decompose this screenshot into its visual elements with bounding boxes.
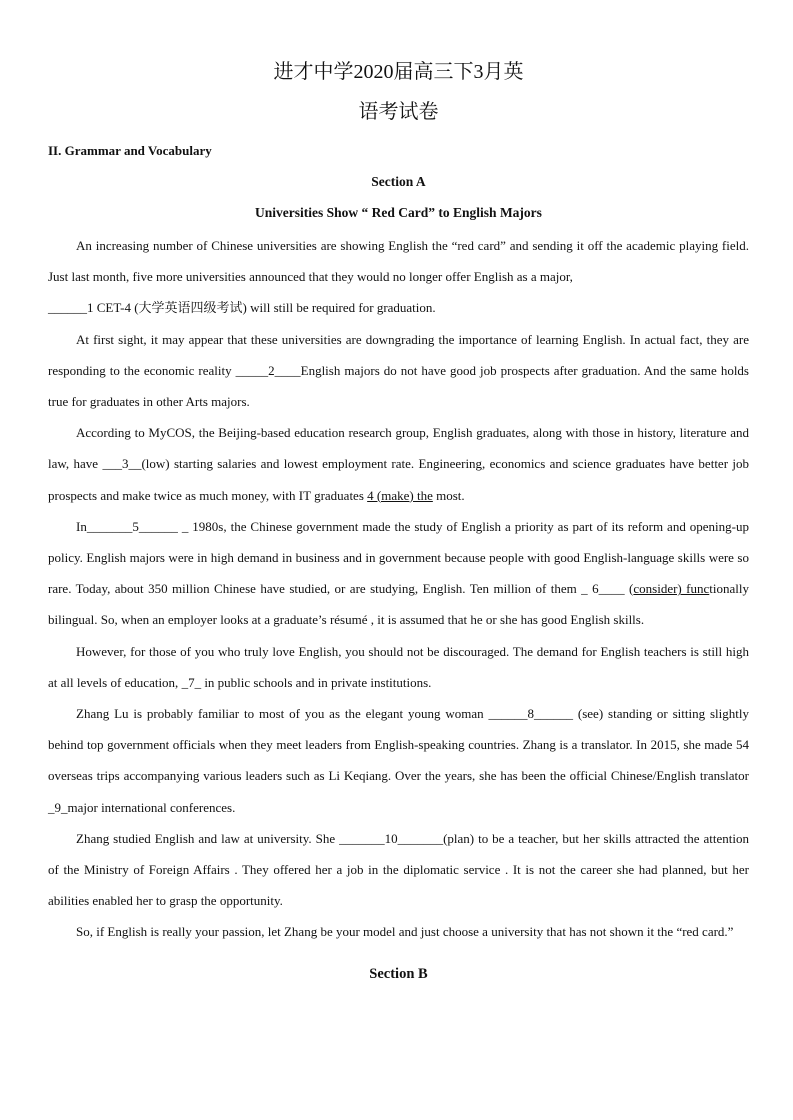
blank-4: 4 (make) the — [367, 487, 433, 503]
document-title-continued: 语考试卷 — [358, 101, 439, 123]
paragraph-text: (see) standing or sitting slightly behind top government officials when they meet leaders from English-speaking countries. Zhang is a translator. In 2015, she made 54 overseas trips accompanying various leaders such as Li Keqiang. Over the years, she has been the official Chinese/English translator — [48, 706, 750, 784]
part-heading: II. Grammar and Vocabulary — [48, 143, 212, 158]
blank-5-tail: _ — [181, 518, 189, 534]
paragraph-text: (plan) to be a teacher, but her skills attracted the attention of the Ministry of Foreign Affairs . They offered her a job in the diplomatic service . It is not the career she had planned, but her abilities enabled her to grasp the opportunity. — [48, 830, 749, 909]
paragraph-text: (low) starting salaries and lowest employment rate. Engineering, economics and science graduates have better job prospects and make twice as much money, with IT graduates — [48, 456, 749, 503]
paragraph-text: 1 CET-4 (大学英语四级考试) will still be required for graduation. — [87, 300, 436, 316]
paragraph-6 — [48, 698, 749, 823]
paragraph-text: At first sight, it may appear that these universities are downgrading the importance of learning English. In actual fact, they are responding to the economic reality — [48, 331, 749, 378]
paragraph-text: most. — [432, 487, 465, 503]
section-a-heading: Section A — [371, 174, 426, 189]
blank-6: ____ — [598, 581, 625, 597]
blank-10: _______10_______ — [339, 830, 444, 846]
article-title: Universities Show “ Red Card” to English Majors — [255, 205, 542, 220]
paragraph-text: 1980s, the Chinese government made the study of English a priority as part of its reform and opening-up policy. English majors were in high demand in business and in government because people with good English-language skills were so rare. Today, about 350 million Chinese have studied, or are studying, English. Ten million of them _ 6 — [48, 518, 749, 597]
paragraph-text: Zhang studied English and law at university. She — [76, 830, 340, 846]
paragraph-8 — [48, 916, 749, 947]
paragraph-text: Zhang Lu is probably familiar to most of you as the elegant young woman — [76, 706, 489, 722]
blank-5: _______5______ — [86, 518, 178, 534]
document-title: 进才中学2020届高三下3月英 — [273, 61, 524, 83]
paragraph-text: in public schools and in private institutions. — [201, 674, 432, 690]
blank-3: ___3__ — [102, 456, 142, 472]
paragraph-text: ( — [624, 581, 634, 597]
blank-7: _7_ — [181, 674, 202, 690]
article-body — [48, 230, 749, 948]
paragraph-text: However, for those of you who truly love English, you should not be discouraged. The demand for English teachers is still high at all levels of education, — [48, 643, 749, 690]
paragraph-3 — [48, 417, 749, 511]
blank-1: ______ — [48, 300, 87, 316]
blank-6-hint: consider) func — [633, 581, 710, 597]
paragraph-text: According to MyCOS, the Beijing-based education research group, English graduates, along with those in history, literature and law, have — [48, 425, 749, 472]
paragraph-text: English majors do not have good job prospects after graduation. And the same holds true for graduates in other Arts majors. — [48, 362, 749, 410]
paragraph-2 — [48, 324, 749, 418]
paragraph-text: In — [76, 518, 87, 534]
paragraph-1 — [48, 230, 749, 292]
paragraph-1-continued — [48, 292, 749, 323]
paragraph-text: tionally bilingual. So, when an employer looks at a graduate’s résumé , it is assumed that he or she has good English skills. — [48, 581, 749, 628]
paragraph-4 — [48, 511, 749, 636]
blank-8: ______8______ — [488, 706, 574, 722]
blank-9: _9_ — [48, 799, 68, 815]
paragraph-5 — [48, 636, 749, 698]
blank-2: _____2____ — [235, 362, 301, 378]
paragraph-text: An increasing number of Chinese universities are showing English the “red card” and sending it off the academic playing field. Just last month, five more universities announced that they would no longer offer English as a major, — [48, 238, 749, 285]
paragraph-text: major international conferences. — [67, 799, 236, 815]
section-b-heading: Section B — [369, 965, 428, 982]
paragraph-text: So, if English is really your passion, let Zhang be your model and just choose a university that has not shown it the “red card.” — [76, 924, 734, 940]
paragraph-7 — [48, 823, 749, 917]
